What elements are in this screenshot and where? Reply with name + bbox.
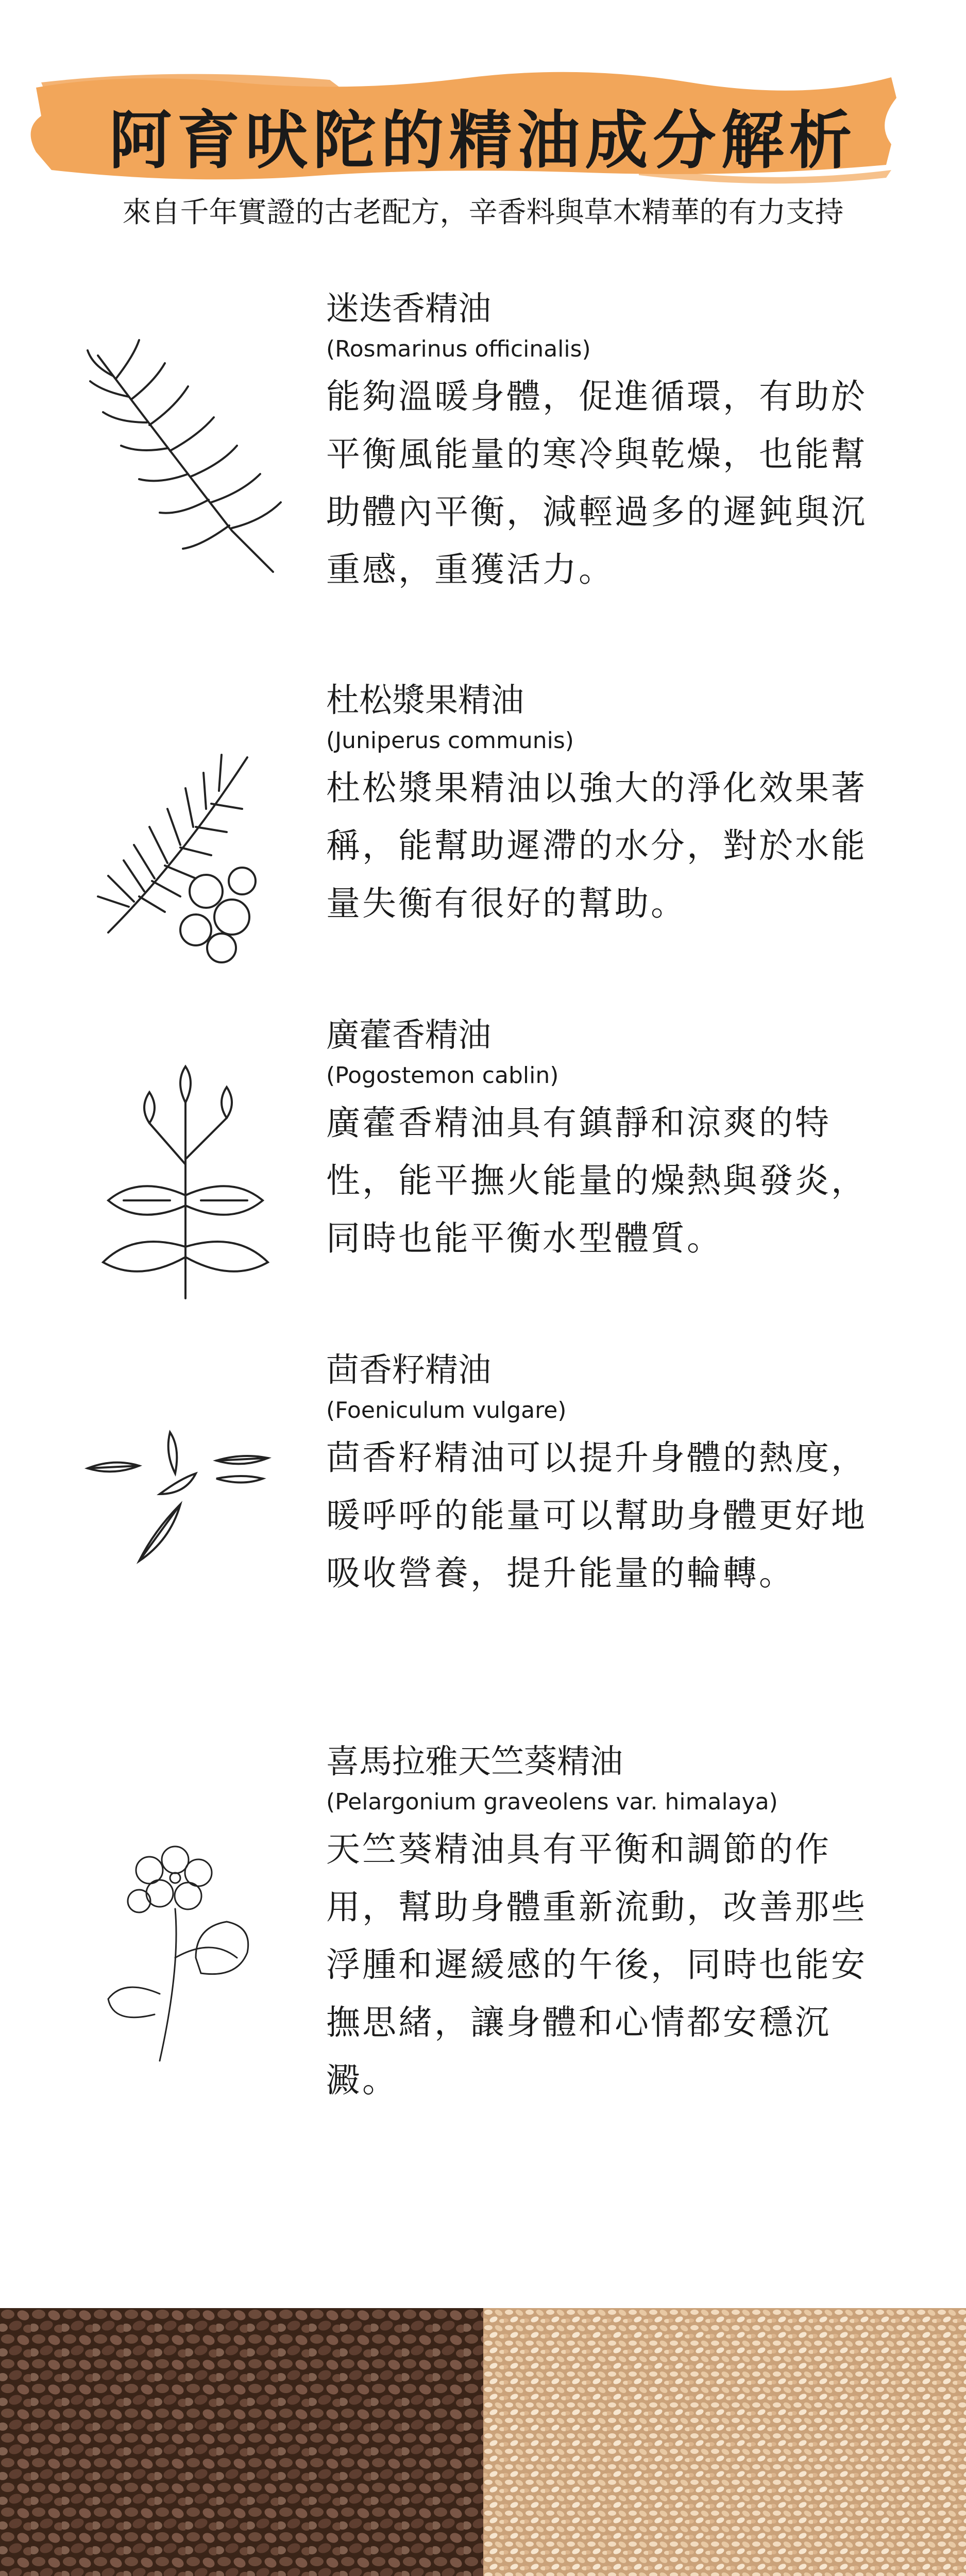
juniper-berry-icon (77, 726, 294, 974)
oil-latin-name: (Pelargonium graveolens var. himalaya) (326, 1789, 778, 1815)
oil-description: 杜松漿果精油以強大的淨化效果著稱，能幫助遲滯的水分，對於水能量失衡有很好的幫助。 (326, 768, 867, 923)
oil-description: 天竺葵精油具有平衡和調節的作用，幫助身體重新流動，改善那些浮腫和遲緩感的午後，同時也能安撫思緒，讓身體和心情都安穩沉澱。 (326, 1829, 867, 2100)
oil-name: 杜松漿果精油 (326, 682, 524, 720)
page-title: 阿育吠陀的精油成分解析 (109, 103, 857, 177)
oil-description: 能夠溫暖身體，促進循環，有助於平衡風能量的寒冷與乾燥，也能幫助體內平衡，減輕過多的遲鈍與沉重感，重獲活力。 (326, 377, 867, 589)
oil-name: 茴香籽精油 (326, 1351, 491, 1389)
oil-text (326, 1015, 883, 1267)
oil-name: 廣藿香精油 (326, 1016, 491, 1055)
oil-description: 茴香籽精油可以提升身體的熱度，暖呼呼的能量可以幫助身體更好地吸收營養，提升能量的輪轉。 (326, 1438, 867, 1593)
fennel-seed-icon (77, 1417, 294, 1571)
oil-description: 廣藿香精油具有鎮靜和涼爽的特性，能平撫火能量的燥熱與發炎，同時也能平衡水型體質。 (326, 1103, 867, 1258)
patchouli-plant-icon (77, 1061, 294, 1309)
oil-latin-name: (Pogostemon cablin) (326, 1062, 559, 1089)
oil-name: 迷迭香精油 (326, 290, 491, 328)
oil-latin-name: (Rosmarinus officinalis) (326, 336, 591, 362)
page-subtitle: 來自千年實證的古老配方，辛香料與草木精華的有力支持 (122, 196, 844, 229)
oil-text (326, 289, 883, 599)
rosemary-sprig-icon (77, 335, 294, 582)
oil-latin-name: (Juniperus communis) (326, 727, 574, 754)
oil-latin-name: (Foeniculum vulgare) (326, 1397, 567, 1423)
geranium-flower-icon (77, 1824, 294, 2071)
sesame-seed-photo (483, 2308, 966, 2576)
oil-name: 喜馬拉雅天竺葵精油 (326, 1743, 623, 1781)
oil-text (326, 1350, 883, 1602)
grape-seed-photo (0, 2308, 483, 2576)
oil-text (326, 1741, 883, 2109)
oil-text (326, 680, 883, 933)
